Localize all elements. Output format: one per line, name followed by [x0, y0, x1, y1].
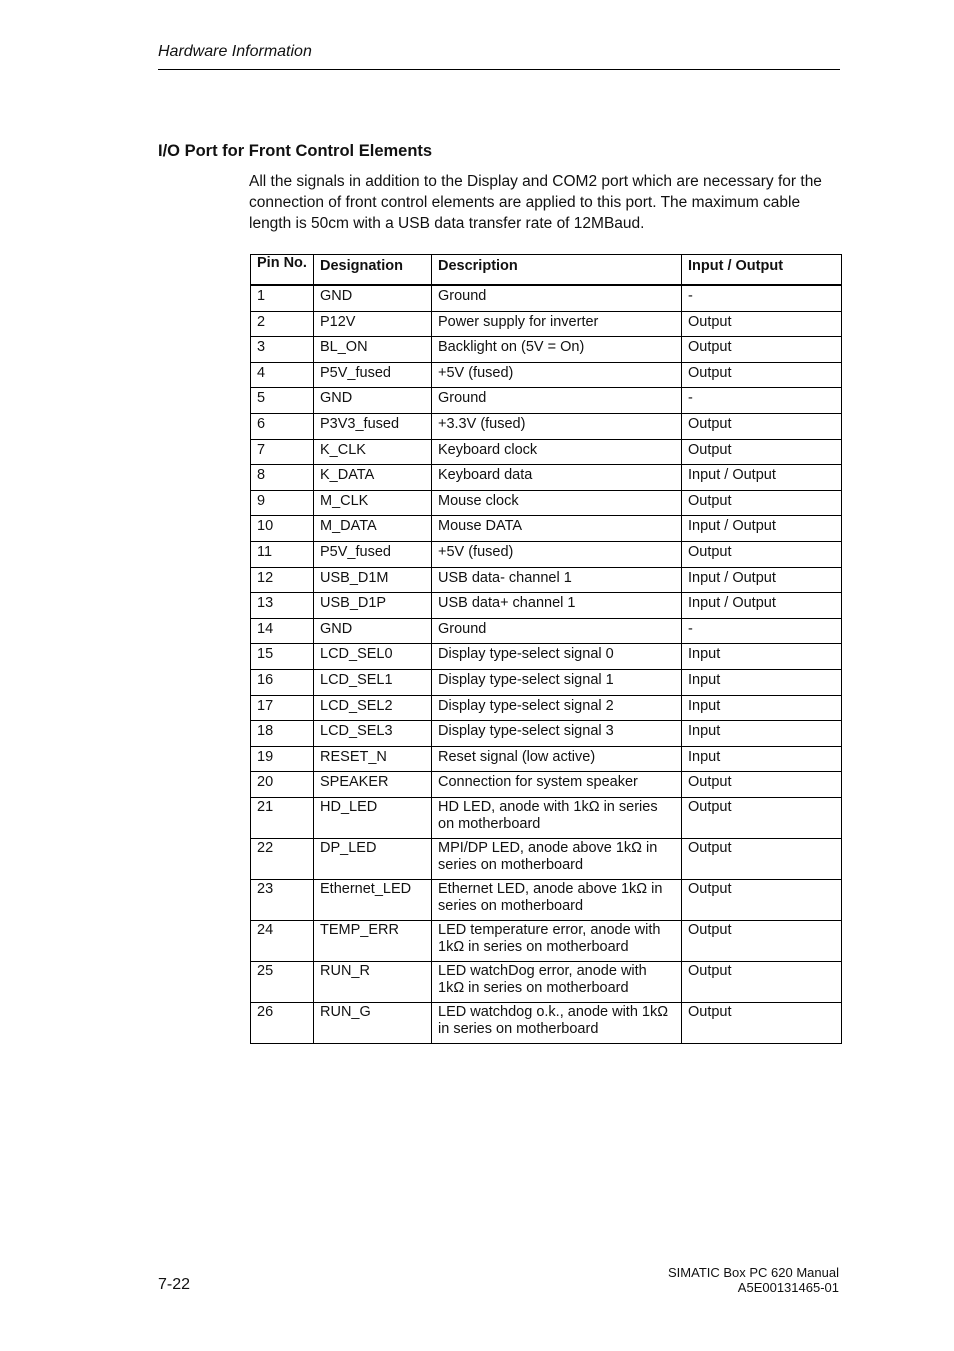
cell-description: HD LED, anode with 1kΩ in series on motherboard — [432, 797, 682, 838]
cell-pin-no: 24 — [251, 920, 314, 961]
cell-input-output: Output — [682, 337, 842, 363]
cell-description: +5V (fused) — [432, 362, 682, 388]
table-row — [251, 721, 842, 747]
cell-description: Mouse clock — [432, 490, 682, 516]
cell-designation: LCD_SEL3 — [314, 721, 432, 747]
cell-designation: LCD_SEL2 — [314, 695, 432, 721]
table-row — [251, 920, 842, 961]
cell-pin-no: 12 — [251, 567, 314, 593]
cell-description: Display type-select signal 0 — [432, 644, 682, 670]
cell-input-output: Input / Output — [682, 593, 842, 619]
header-pin-no: Pin No. — [251, 255, 314, 286]
header-designation: Designation — [314, 255, 432, 286]
table-row — [251, 961, 842, 1002]
cell-pin-no: 19 — [251, 746, 314, 772]
cell-description: Display type-select signal 2 — [432, 695, 682, 721]
cell-input-output: Input — [682, 721, 842, 747]
cell-pin-no: 15 — [251, 644, 314, 670]
cell-pin-no: 9 — [251, 490, 314, 516]
cell-designation: GND — [314, 388, 432, 414]
cell-description: Ground — [432, 388, 682, 414]
header-description: Description — [432, 255, 682, 286]
cell-designation: BL_ON — [314, 337, 432, 363]
cell-input-output: Output — [682, 413, 842, 439]
cell-pin-no: 7 — [251, 439, 314, 465]
table-row — [251, 618, 842, 644]
cell-designation: DP_LED — [314, 838, 432, 879]
cell-pin-no: 17 — [251, 695, 314, 721]
manual-title: SIMATIC Box PC 620 Manual — [668, 1265, 839, 1280]
running-head: Hardware Information — [158, 43, 312, 60]
table-row — [251, 567, 842, 593]
cell-designation: RESET_N — [314, 746, 432, 772]
table-row — [251, 337, 842, 363]
cell-description: Ground — [432, 285, 682, 311]
order-number: A5E00131465-01 — [737, 1280, 839, 1295]
cell-input-output: Output — [682, 490, 842, 516]
cell-pin-no: 26 — [251, 1002, 314, 1043]
table-row — [251, 311, 842, 337]
cell-input-output: - — [682, 618, 842, 644]
cell-designation: P3V3_fused — [314, 413, 432, 439]
cell-designation: M_DATA — [314, 516, 432, 542]
cell-pin-no: 23 — [251, 879, 314, 920]
cell-description: Backlight on (5V = On) — [432, 337, 682, 363]
cell-input-output: Output — [682, 1002, 842, 1043]
cell-input-output: Input — [682, 669, 842, 695]
cell-input-output: Input / Output — [682, 516, 842, 542]
cell-pin-no: 5 — [251, 388, 314, 414]
table-row — [251, 644, 842, 670]
table-row — [251, 285, 842, 311]
cell-pin-no: 6 — [251, 413, 314, 439]
table-row — [251, 695, 842, 721]
cell-designation: SPEAKER — [314, 772, 432, 798]
cell-designation: P12V — [314, 311, 432, 337]
cell-designation: P5V_fused — [314, 541, 432, 567]
table-body — [251, 285, 842, 1043]
cell-description: Display type-select signal 3 — [432, 721, 682, 747]
cell-description: Display type-select signal 1 — [432, 669, 682, 695]
table-row — [251, 388, 842, 414]
cell-description: Keyboard data — [432, 465, 682, 491]
cell-designation: GND — [314, 285, 432, 311]
cell-input-output: Output — [682, 920, 842, 961]
cell-description: LED temperature error, anode with 1kΩ in series on motherboard — [432, 920, 682, 961]
page-number: 7-22 — [158, 1276, 191, 1293]
cell-designation: LCD_SEL0 — [314, 644, 432, 670]
pin-assignment-table — [250, 254, 842, 1044]
cell-pin-no: 8 — [251, 465, 314, 491]
table-row — [251, 516, 842, 542]
table-row — [251, 797, 842, 838]
cell-input-output: Output — [682, 541, 842, 567]
cell-input-output: - — [682, 388, 842, 414]
cell-pin-no: 11 — [251, 541, 314, 567]
cell-pin-no: 18 — [251, 721, 314, 747]
table-row — [251, 413, 842, 439]
cell-pin-no: 25 — [251, 961, 314, 1002]
cell-pin-no: 16 — [251, 669, 314, 695]
cell-designation: K_DATA — [314, 465, 432, 491]
cell-input-output: - — [682, 285, 842, 311]
cell-designation: Ethernet_LED — [314, 879, 432, 920]
cell-designation: GND — [314, 618, 432, 644]
cell-designation: P5V_fused — [314, 362, 432, 388]
table-row — [251, 541, 842, 567]
cell-pin-no: 2 — [251, 311, 314, 337]
cell-input-output: Output — [682, 772, 842, 798]
cell-designation: M_CLK — [314, 490, 432, 516]
cell-designation: RUN_G — [314, 1002, 432, 1043]
cell-description: Keyboard clock — [432, 439, 682, 465]
cell-input-output: Input — [682, 695, 842, 721]
cell-pin-no: 4 — [251, 362, 314, 388]
cell-input-output: Output — [682, 797, 842, 838]
header-input-output: Input / Output — [682, 255, 842, 286]
header-divider — [158, 69, 840, 70]
cell-description: Ground — [432, 618, 682, 644]
intro-paragraph: All the signals in addition to the Display and COM2 port which are necessary for the connection of front control elements are applied to this port. The maximum cable length is 50cm with a USB data transfer rate of 12MBaud. — [249, 173, 822, 232]
cell-input-output: Input — [682, 746, 842, 772]
table-row — [251, 746, 842, 772]
cell-input-output: Output — [682, 838, 842, 879]
cell-description: Ethernet LED, anode above 1kΩ in series on motherboard — [432, 879, 682, 920]
cell-designation: LCD_SEL1 — [314, 669, 432, 695]
table-row — [251, 439, 842, 465]
cell-description: USB data+ channel 1 — [432, 593, 682, 619]
cell-designation: USB_D1P — [314, 593, 432, 619]
cell-pin-no: 1 — [251, 285, 314, 311]
cell-pin-no: 20 — [251, 772, 314, 798]
cell-pin-no: 22 — [251, 838, 314, 879]
cell-designation: HD_LED — [314, 797, 432, 838]
table-row — [251, 1002, 842, 1043]
cell-description: Reset signal (low active) — [432, 746, 682, 772]
section-title: I/O Port for Front Control Elements — [158, 142, 433, 160]
cell-description: +5V (fused) — [432, 541, 682, 567]
cell-input-output: Output — [682, 311, 842, 337]
cell-input-output: Input / Output — [682, 465, 842, 491]
table-row — [251, 465, 842, 491]
cell-input-output: Output — [682, 439, 842, 465]
cell-description: Mouse DATA — [432, 516, 682, 542]
cell-description: LED watchDog error, anode with 1kΩ in series on motherboard — [432, 961, 682, 1002]
table-row — [251, 669, 842, 695]
table-row — [251, 362, 842, 388]
cell-designation: RUN_R — [314, 961, 432, 1002]
cell-pin-no: 10 — [251, 516, 314, 542]
cell-description: +3.3V (fused) — [432, 413, 682, 439]
cell-designation: TEMP_ERR — [314, 920, 432, 961]
cell-input-output: Output — [682, 879, 842, 920]
cell-pin-no: 13 — [251, 593, 314, 619]
cell-input-output: Output — [682, 362, 842, 388]
cell-designation: K_CLK — [314, 439, 432, 465]
cell-pin-no: 14 — [251, 618, 314, 644]
cell-pin-no: 3 — [251, 337, 314, 363]
cell-description: USB data- channel 1 — [432, 567, 682, 593]
cell-description: MPI/DP LED, anode above 1kΩ in series on motherboard — [432, 838, 682, 879]
table-row — [251, 490, 842, 516]
table-row — [251, 838, 842, 879]
footer-manual-info — [668, 1265, 839, 1295]
cell-input-output: Output — [682, 961, 842, 1002]
cell-description: Power supply for inverter — [432, 311, 682, 337]
cell-input-output: Input / Output — [682, 567, 842, 593]
cell-input-output: Input — [682, 644, 842, 670]
cell-description: LED watchdog o.k., anode with 1kΩ in series on motherboard — [432, 1002, 682, 1043]
table-header-row — [251, 255, 842, 286]
table-row — [251, 879, 842, 920]
table-row — [251, 593, 842, 619]
cell-designation: USB_D1M — [314, 567, 432, 593]
cell-description: Connection for system speaker — [432, 772, 682, 798]
table-row — [251, 772, 842, 798]
cell-pin-no: 21 — [251, 797, 314, 838]
